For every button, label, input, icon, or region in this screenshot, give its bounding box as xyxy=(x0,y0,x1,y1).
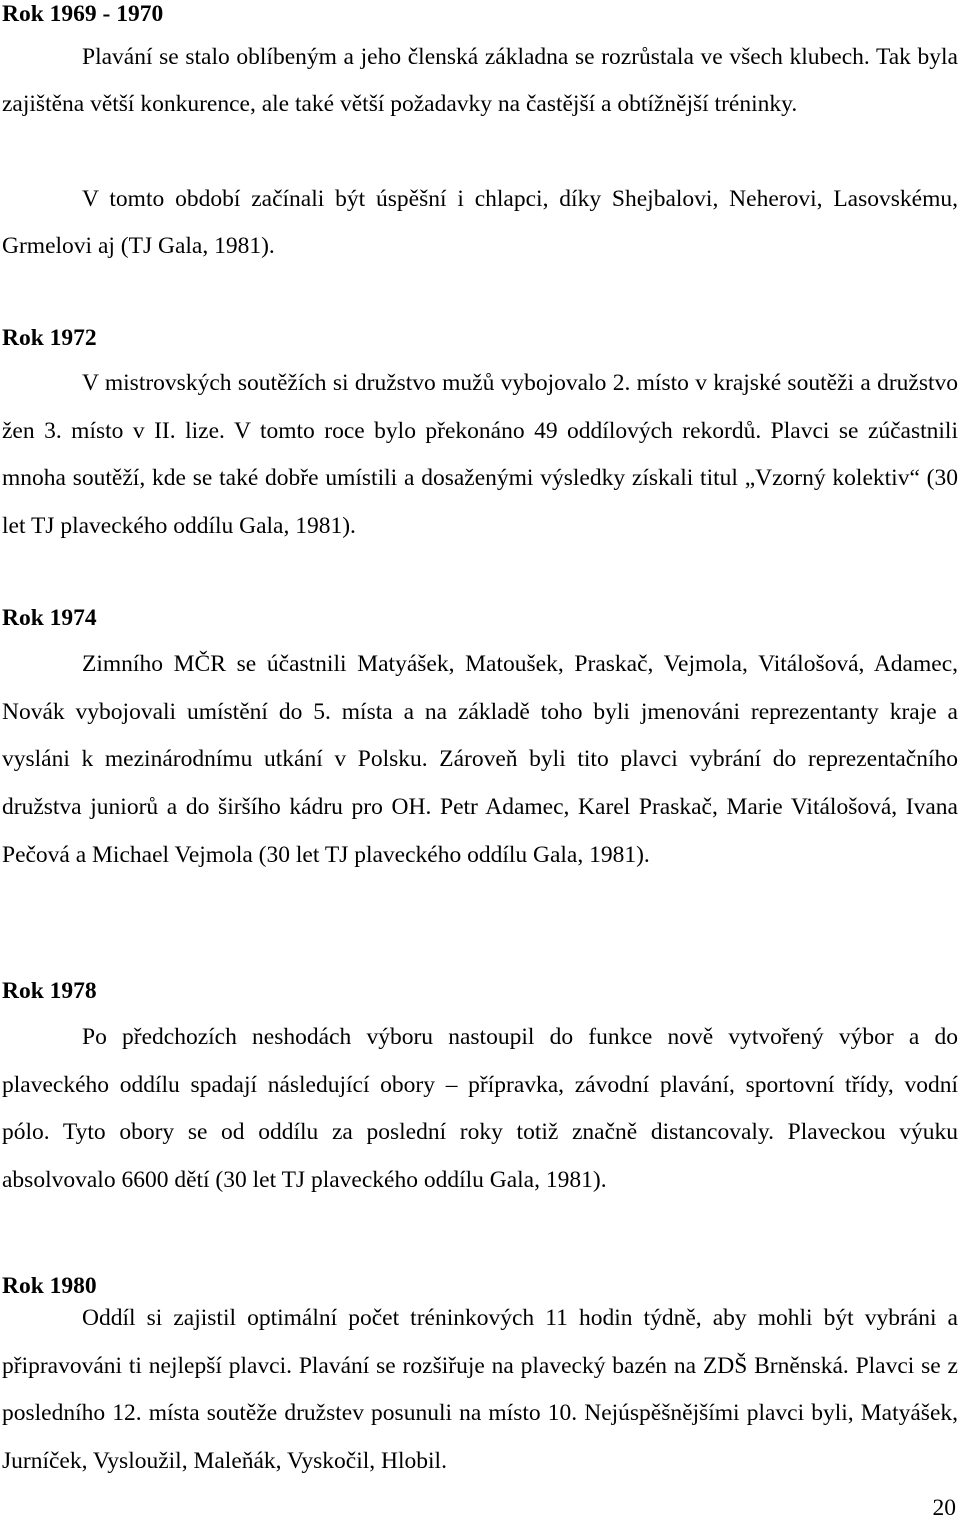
section-body-1969-1970-b xyxy=(2,176,958,270)
page-number: 20 xyxy=(932,1495,956,1521)
section-heading-1974: Rok 1974 xyxy=(2,605,97,631)
paragraph: V mistrovských soutěžích si družstvo mužů vybojovalo 2. místo v krajské soutěži a družstvo žen 3. místo v II. lize. V tomto roce bylo překonáno 49 oddílových rekordů. Plavci se zúčastnili mnoha soutěží, kde se také dobře umístili a dosaženými výsledky získali titul „Vzorný kolektiv“ (30 let TJ plaveckého oddílu Gala, 1981). xyxy=(2,370,958,540)
section-heading-1980: Rok 1980 xyxy=(2,1273,97,1299)
paragraph: Po předchozích neshodách výboru nastoupil do funkce nově vytvořený výbor a do plaveckého oddílu spadají následující obory – přípravka, závodní plavání, sportovní třídy, vodní pólo. Tyto obory se od oddílu za poslední roky totiž značně distancovaly. Plaveckou výuku absolvovalo 6600 dětí (30 let TJ plaveckého oddílu Gala, 1981). xyxy=(2,1024,958,1194)
section-heading-1969-1970: Rok 1969 - 1970 xyxy=(2,1,164,27)
section-body-1978 xyxy=(2,1014,958,1205)
section-body-1974 xyxy=(2,641,958,880)
section-heading-1978: Rok 1978 xyxy=(2,978,97,1004)
section-body-1980 xyxy=(2,1295,958,1486)
section-heading-1972: Rok 1972 xyxy=(2,325,97,351)
paragraph: V tomto období začínali být úspěšní i chlapci, díky Shejbalovi, Neherovi, Lasovskému, Grmelovi aj (TJ Gala, 1981). xyxy=(2,186,958,259)
section-body-1969-1970 xyxy=(2,34,958,128)
section-body-1972 xyxy=(2,360,958,551)
paragraph: Zimního MČR se účastnili Matyášek, Matoušek, Praskač, Vejmola, Vitálošová, Adamec, Novák vybojovali umístění do 5. místa a na základě toho byli jmenováni reprezentanty kraje a vysláni k mezinárodnímu utkání v Polsku. Zároveň byli tito plavci vybrání do reprezentačního družstva juniorů a do širšího kádru pro OH. Petr Adamec, Karel Praskač, Marie Vitálošová, Ivana Pečová a Michael Vejmola (30 let TJ plaveckého oddílu Gala, 1981). xyxy=(2,651,958,868)
paragraph: Plavání se stalo oblíbeným a jeho členská základna se rozrůstala ve všech klubech. Tak byla zajištěna větší konkurence, ale také větší požadavky na častější a obtížnější tréninky. xyxy=(2,44,958,117)
paragraph: Oddíl si zajistil optimální počet tréninkových 11 hodin týdně, aby mohli být vybráni a připravováni ti nejlepší plavci. Plavání se rozšiřuje na plavecký bazén na ZDŠ Brněnská. Plavci se z posledního 12. místa soutěže družstev posunuli na místo 10. Nejúspěšnějšími plavci byli, Matyášek, Jurníček, Vysloužil, Maleňák, Vyskočil, Hlobil. xyxy=(2,1305,958,1475)
